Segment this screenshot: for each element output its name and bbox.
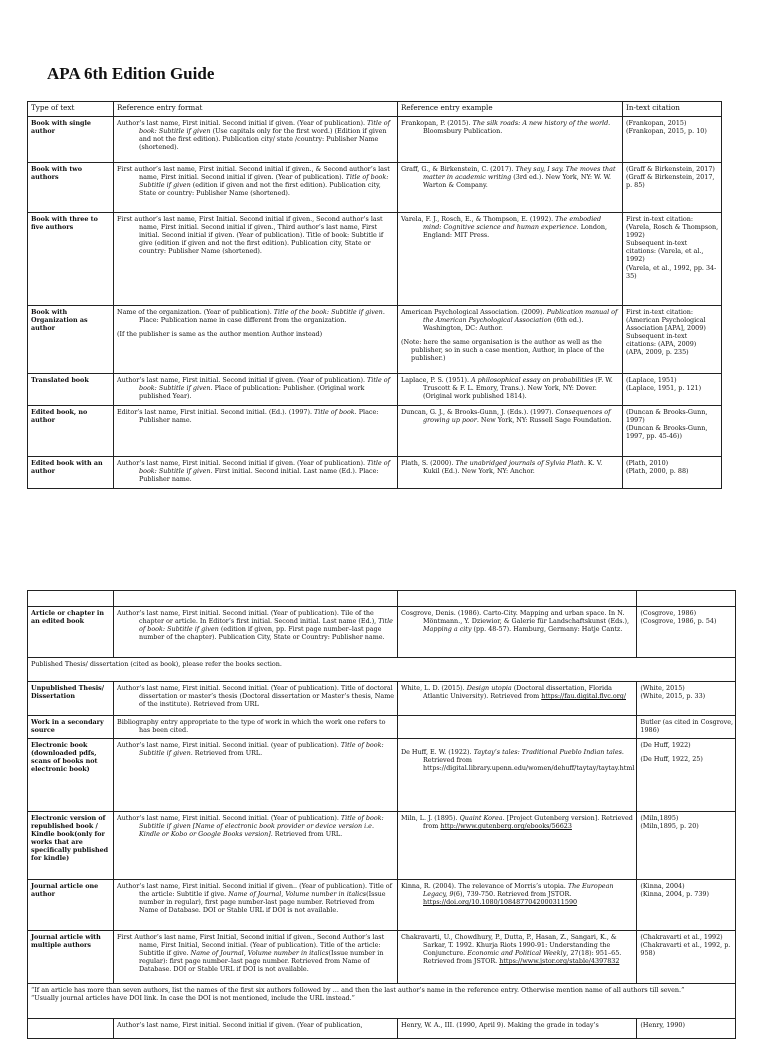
- header-type: Type of text: [28, 102, 114, 117]
- row-example: Kinna, R. (2004). The relevance of Morris’s utopia. The European Legacy, 9(6), 739-750. Retrieved from JSTOR. https://doi.org/10.1080/1084877042000311590: [398, 880, 637, 931]
- header-format: Reference entry format: [114, 102, 398, 117]
- row-example: American Psychological Association. (2009). Publication manual of the American Psychological Association (6th ed.). Washington, DC: Author. (Note: here the same organisation is the author as well as the publisher, so in such a case mention, Author, in place of the publisher.): [398, 306, 623, 374]
- row-format: Author’s last name, First initial. Second initial. (Year of publication). Title of doctoral dissertation or master’s thesis (Doctoral dissertation or Master’s thesis, Name of the institute). Retrieved from URL: [114, 682, 398, 716]
- table-row: [28, 213, 722, 306]
- note-seven-authors: “If an article has more than seven authors, list the names of the first six authors followed by … and then the last author’s name in the reference entry. Otherwise mention name of all authors till seven.”: [31, 986, 685, 994]
- table-row: [28, 739, 736, 812]
- row-format: Author’s last name, First initial. Second initial if given.. (Year of publication). Title of the article: Subtitle if give. Name of Journal, Volume number in italics(Issue number in regular), first page number-last page number. Retrieved from Name of Database. DOI or Stable URL if DOI is not available.: [114, 880, 398, 931]
- row-type: Journal article one author: [28, 880, 114, 931]
- row-format: Author’s last name, First initial. Second initial. (year of publication). Title of book: Subtitle if given. Retrieved from URL.: [114, 739, 398, 812]
- row-citation: (Frankopan, 2015) (Frankopan, 2015, p. 10): [623, 117, 722, 163]
- example-link[interactable]: http://www.gutenberg.org/ebooks/56623: [440, 822, 572, 831]
- row-example: De Huff, E. W. (1922). Taytay’s tales: Traditional Pueblo Indian tales. Retrieved from https://digital.library.upenn.edu/women/dehuff/taytay/taytay.html: [398, 739, 637, 812]
- row-format: First author’s last name, First Initial. Second initial if given., Second author’s last name, First initial. Second initial if given., Third author’s last name, First initial. Second initial if given. (Year of publication). Title of book: Subtitle if give (edition if given and not the first edition). Publication city, State or country: Publisher Name (shortened).: [114, 213, 398, 306]
- table-header-row: [28, 102, 722, 117]
- table-row: [28, 374, 722, 406]
- row-format: Author’s last name, First initial. Second initial if given. (Year of publication). Title of book: Subtitle if given (Use capitals only for the first word.) (Edition if given and not the first edition). Publication city/ state /country: Publisher Name (shortened).: [114, 117, 398, 163]
- row-type: Edited book, no author: [28, 406, 114, 457]
- table-row: [28, 984, 736, 1019]
- row-example: [398, 716, 637, 739]
- row-type: Book with Organization as author: [28, 306, 114, 374]
- table-row: [28, 457, 722, 489]
- row-citation: (Henry, 1990): [637, 1019, 736, 1039]
- table-row: [28, 880, 736, 931]
- row-citation: Butler (as cited in Cosgrove, 1986): [637, 716, 736, 739]
- row-example: Henry, W. A., III. (1990, April 9). Making the grade in today’s: [398, 1019, 637, 1039]
- row-citation: First in-text citation: (Varela, Rosch & Thompson, 1992) Subsequent in-text citations: (Varela, et al., 1992) (Varela, et al., 1992, pp. 34-35): [623, 213, 722, 306]
- row-format: Name of the organization. (Year of publication). Title of the book: Subtitle if given. Place: Publication name in case different from the organization. (If the publisher is same as the author mention Author instead): [114, 306, 398, 374]
- row-format: Bibliography entry appropriate to the type of work in which the work one refers to has been cited.: [114, 716, 398, 739]
- row-type: Book with two authors: [28, 163, 114, 213]
- row-example: Cosgrove, Denis. (1986). Carto-City. Mapping and urban space. In N. Möntmann., Y. Dziewior, & Galerie für Landschaftskunst (Eds.), Mapping a city (pp. 48-57). Hamburg, Germany: Hatje Cantz.: [398, 607, 637, 658]
- example-link[interactable]: https://fau.digital.flvc.org/: [541, 692, 626, 701]
- row-type: Edited book with an author: [28, 457, 114, 489]
- row-format: Author’s last name, First initial. Second initial. (Year of publication). Tile of the chapter or article. In Editor’s first initial. Second initial. Last name (Ed.), Title of book: Subtitle if given (edition if given, pp. First page number–last page number of the chapter). Publication City, State or Country: Publisher name.: [114, 607, 398, 658]
- header-example: Reference entry example: [398, 102, 623, 117]
- row-format: First Author’s last name, First Initial, Second initial if given., Second Author’s last name, First Initial, Second initial. (Year of publication). Title of the article: Subtitle if give. Name of Journal, Volume number in italics(Issue number in regular): first page number–last page number. Retrieved from Name of Database. DOI or Stable URL if DOI is not available.: [114, 931, 398, 984]
- row-type: Book with three to five authors: [28, 213, 114, 306]
- row-type: Electronic book (downloaded pdfs, scans of books not electronic book): [28, 739, 114, 812]
- table-row: [28, 716, 736, 739]
- table-row: [28, 163, 722, 213]
- row-citation: (Chakravarti et al., 1992) (Chakravarti et al., 1992, p. 958): [637, 931, 736, 984]
- row-format: Editor’s last name, First initial. Second initial. (Ed.). (1997). Title of book. Place: Publisher name.: [114, 406, 398, 457]
- table-row: [28, 117, 722, 163]
- note-doi: “Usually journal articles have DOI link. In case the DOI is not mentioned, include the URL instead.”: [31, 994, 355, 1003]
- row-type: Book with single author: [28, 117, 114, 163]
- table-blank-row: [28, 591, 736, 607]
- row-format: First author’s last name, First initial. Second initial if given., & Second author’s last name, First initial. Second initial if given. (Year of publication). Title of book: Subtitle if given (edition if given and not the first edition). Publication city, State or country: Publisher Name (shortened).: [114, 163, 398, 213]
- row-example: Graff, G., & Birkenstein, C. (2017). They say, I say. The moves that matter in academic writing (3rd ed.). New York, NY: W. W. Warton & Company.: [398, 163, 623, 213]
- row-citation: (Duncan & Brooks-Gunn, 1997) (Duncan & Brooks-Gunn, 1997, pp. 45-46)): [623, 406, 722, 457]
- row-example: White, L. D. (2015). Design utopia (Doctoral dissertation, Florida Atlantic University). Retrieved from https://fau.digital.flvc.org/: [398, 682, 637, 716]
- row-citation: (Graff & Birkenstein, 2017) (Graff & Birkenstein, 2017, p. 85): [623, 163, 722, 213]
- row-type: Translated book: [28, 374, 114, 406]
- row-example: Miln, L. J. (1895). Quaint Korea. [Project Gutenberg version]. Retrieved from http://www.gutenberg.org/ebooks/56623: [398, 812, 637, 880]
- example-link[interactable]: https://doi.org/10.1080/1084877042000311590: [423, 898, 578, 907]
- row-example: Plath, S. (2000). The unabridged journals of Sylvia Plath. K. V. Kukil (Ed.). New York, NY: Anchor.: [398, 457, 623, 489]
- row-example: Frankopan, P. (2015). The silk roads: A new history of the world. Bloomsbury Publication.: [398, 117, 623, 163]
- row-example: Laplace, P. S. (1951). A philosophical essay on probabilities (F. W. Truscott & F. L. Emory, Trans.). New York, NY: Dover. (Original work published 1814).: [398, 374, 623, 406]
- table-row: [28, 682, 736, 716]
- row-example: Varela, F. J., Rosch, E., & Thompson, E. (1992). The embodied mind: Cognitive science and human experience. London, England: MIT Press.: [398, 213, 623, 306]
- row-citation: (Cosgrove, 1986) (Cosgrove, 1986, p. 54): [637, 607, 736, 658]
- row-citation: (De Huff, 1922) (De Huff, 1922, 25): [637, 739, 736, 812]
- table-row: [28, 1019, 736, 1039]
- row-example: Duncan, G. J., & Brooks-Gunn, J. (Eds.). (1997). Consequences of growing up poor. New York, NY: Russell Sage Foundation.: [398, 406, 623, 457]
- row-citation: (Kinna, 2004) (Kinna, 2004, p. 739): [637, 880, 736, 931]
- row-type: Journal article with multiple authors: [28, 931, 114, 984]
- row-citation: First in-text citation: (American Psychological Association [APA], 2009) Subsequent in-text citations: (APA, 2009) (APA, 2009, p. 235): [623, 306, 722, 374]
- row-type: Unpublished Thesis/ Dissertation: [28, 682, 114, 716]
- table-row: [28, 306, 722, 374]
- row-citation: (Laplace, 1951) (Laplace, 1951, p. 121): [623, 374, 722, 406]
- row-citation: (White, 2015) (White, 2015, p. 33): [637, 682, 736, 716]
- reference-table-1: [27, 101, 722, 489]
- row-example: Chakravarti, U., Chowdhury, P., Dutta, P., Hasan, Z., Sangari, K., & Sarkar, T. 1992. Khurja Riots 1990-91: Understanding the Conjuncture. Economic and Political Weekly, 27(18): 951–65. Retrieved from JSTOR. https://www.jstor.org/stable/4397832: [398, 931, 637, 984]
- row-format: Author’s last name, First initial. Second initial. (Year of publication). Title of book: Subtitle if given [Name of electronic book provider or device version i.e. Kindle or Kobo or Google Books version]. Retrieved from URL.: [114, 812, 398, 880]
- table-row: [28, 607, 736, 658]
- row-type: Electronic version of republished book / Kindle book(only for works that are specifically published for kindle): [28, 812, 114, 880]
- row-format: Author’s last name, First initial. Second initial if given. (Year of publication,: [114, 1019, 398, 1039]
- section-note: Published Thesis/ dissertation (cited as book), please refer the books section.: [28, 658, 736, 682]
- row-type: Article or chapter in an edited book: [28, 607, 114, 658]
- row-type: Work in a secondary source: [28, 716, 114, 739]
- table-row: [28, 406, 722, 457]
- row-format: Author’s last name, First initial. Second initial if given. (Year of publication). Title of book: Subtitle if given. Place of publication: Publisher. (Original work published Year).: [114, 374, 398, 406]
- header-citation: In-text citation: [623, 102, 722, 117]
- row-format: Author’s last name, First initial. Second initial if given. (Year of publication). Title of book: Subtitle if given. First initial. Second initial. Last name (Ed.). Place: Publisher name.: [114, 457, 398, 489]
- table-row: [28, 812, 736, 880]
- table-row: [28, 931, 736, 984]
- notes-cell: [28, 984, 736, 1019]
- row-citation: (Miln,1895) (Miln,1895, p. 20): [637, 812, 736, 880]
- page-title: APA 6th Edition Guide: [47, 64, 215, 83]
- example-link[interactable]: https://www.jstor.org/stable/4397832: [499, 957, 620, 966]
- table-row: [28, 658, 736, 682]
- reference-table-2: [27, 590, 736, 1039]
- row-citation: (Plath, 2010) (Plath, 2000, p. 88): [623, 457, 722, 489]
